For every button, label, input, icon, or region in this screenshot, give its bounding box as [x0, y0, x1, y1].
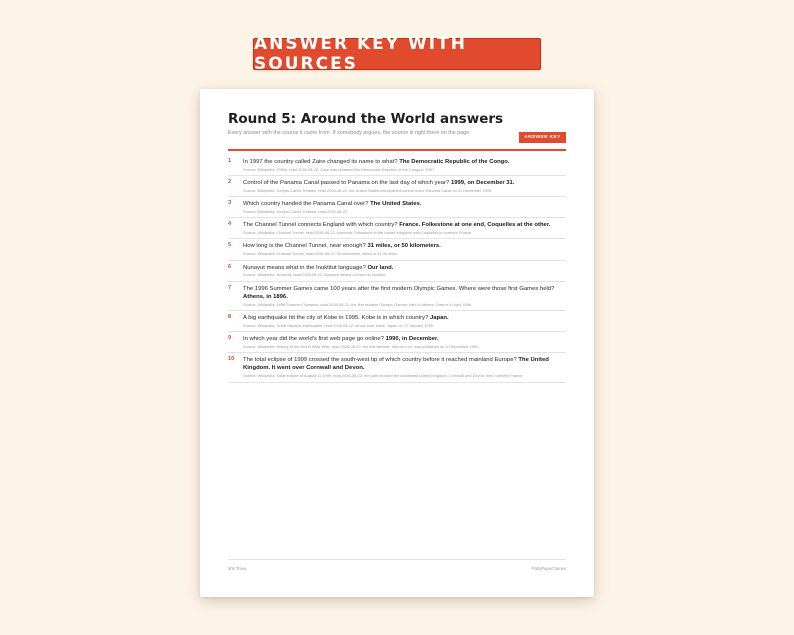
question-answer: Japan.	[430, 314, 449, 321]
question-text	[243, 179, 566, 187]
title-divider	[228, 149, 566, 151]
question-text	[243, 242, 566, 250]
question-number: 2	[228, 179, 232, 186]
question-answer: 31 miles, or 50 kilometers.	[367, 243, 441, 250]
question-prompt: Control of the Panama Canal passed to Panama on the last day of which year?	[243, 180, 450, 187]
question-text	[243, 200, 566, 208]
list-item	[228, 176, 566, 197]
question-prompt: The total eclipse of 1999 crossed the south-west tip of which country before it reached mainland Europe?	[243, 357, 517, 364]
question-number: 10	[228, 356, 235, 363]
question-answer: 1999, on December 31.	[450, 180, 515, 187]
question-prompt: A big earthquake hit the city of Kobe in 1995. Kobe is in which country?	[243, 314, 429, 321]
question-source: Source: Wikipedia, Great Hanshin earthquake, read 2026-08-22: struck near Kobe, Japan on 17 January 1995.	[243, 322, 434, 328]
question-prompt: The Channel Tunnel connects England with which country?	[243, 222, 398, 229]
question-prompt: The 1996 Summer Games came 100 years after the first modern Olympic Games. Where were those first Games held?	[243, 285, 555, 292]
answer-sheet	[200, 89, 594, 597]
question-source: Source: Wikipedia, Solar eclipse of August 11 1999, read 2026-08-22: the path crossed the southwest United Kingdom, Cornwall and Devon, then northern France.	[243, 373, 524, 379]
list-item	[228, 332, 566, 353]
question-number: 9	[228, 335, 232, 342]
question-number: 6	[228, 263, 232, 270]
question-source: Source: Wikipedia, Nunavut, read 2026-08-22: Nunavut means our land in Inuktitut.	[243, 272, 387, 278]
question-prompt: How long is the Channel Tunnel, near enough?	[243, 243, 366, 250]
footer-left: 90s Trivia	[228, 566, 246, 571]
question-source: Source: Wikipedia, 1990s, read 2026-08-22: Zaire was renamed the Democratic Republic of the Congo in 1997.	[243, 166, 436, 172]
question-text	[243, 221, 566, 229]
page-subtitle: Every answer with the source it came from. If somebody argues, the source is right there on the page.	[228, 130, 471, 136]
question-text	[243, 314, 566, 322]
question-source: Source: Wikipedia, Torrijos-Carter Treaties, read 2026-08-22.	[243, 208, 349, 214]
question-text	[243, 158, 566, 166]
footer-right: PartyPaperGames	[531, 566, 566, 571]
question-source: Source: Wikipedia, Channel Tunnel, read 2026-08-22: 50 kilometers, which is 31.35 miles.	[243, 251, 399, 257]
question-number: 5	[228, 242, 232, 249]
answer-key-tag: ANSWER KEY	[519, 132, 566, 143]
question-answer: The United States.	[370, 201, 422, 208]
footer-divider	[228, 559, 566, 560]
list-item	[228, 311, 566, 332]
question-answer: Athens, in 1896.	[243, 293, 288, 300]
question-answer: France. Folkestone at one end, Coquelles at the other.	[399, 222, 551, 229]
list-item	[228, 197, 566, 218]
question-number: 3	[228, 200, 232, 207]
question-answer: The Democratic Republic of the Congo.	[399, 159, 510, 165]
question-prompt: In which year did the world's first web page go online?	[243, 336, 384, 343]
question-text	[243, 264, 566, 272]
question-number: 7	[228, 284, 232, 291]
list-item	[228, 353, 566, 382]
question-source: Source: Wikipedia, History of the World Wide Web, read 2026-08-22: the first website, info.cern.ch, was published on 20 December 1990.	[243, 343, 480, 349]
question-list	[228, 155, 566, 383]
question-prompt: Which country handed the Panama Canal over?	[243, 201, 369, 208]
question-text	[243, 335, 566, 343]
question-number: 1	[228, 158, 232, 164]
answer-key-banner: ANSWER KEY WITH SOURCES	[253, 38, 541, 70]
list-item	[228, 218, 566, 239]
question-number: 4	[228, 221, 232, 228]
question-text	[243, 285, 566, 301]
list-item	[228, 282, 566, 311]
list-item	[228, 155, 566, 176]
question-text	[243, 356, 566, 372]
question-source: Source: Wikipedia, Channel Tunnel, read 2026-08-22: connects Folkestone in the United Kingdom with Coquelles in northern France.	[243, 230, 473, 236]
question-prompt: In 1997 the country called Zaire changed its name to what?	[243, 159, 398, 165]
question-answer: 1990, in December.	[385, 336, 439, 343]
page-title: Round 5: Around the World answers	[228, 111, 504, 127]
question-number: 8	[228, 313, 232, 320]
list-item	[228, 261, 566, 282]
question-answer: The United Kingdom. It went over Cornwall and Devon.	[243, 357, 549, 372]
question-source: Source: Wikipedia, 1896 Summer Olympics, read 2026-08-22: the first modern Olympic Games, held in Athens, Greece in April 1896.	[243, 301, 473, 307]
list-item	[228, 239, 566, 260]
question-answer: Our land.	[367, 264, 394, 271]
question-source: Source: Wikipedia, Torrijos-Carter Treaties, read 2026-08-22: the United States relinquished control of the Panama Canal on 31 December 1999.	[243, 187, 493, 193]
question-prompt: Nunavut means what in the Inuktitut language?	[243, 264, 366, 271]
